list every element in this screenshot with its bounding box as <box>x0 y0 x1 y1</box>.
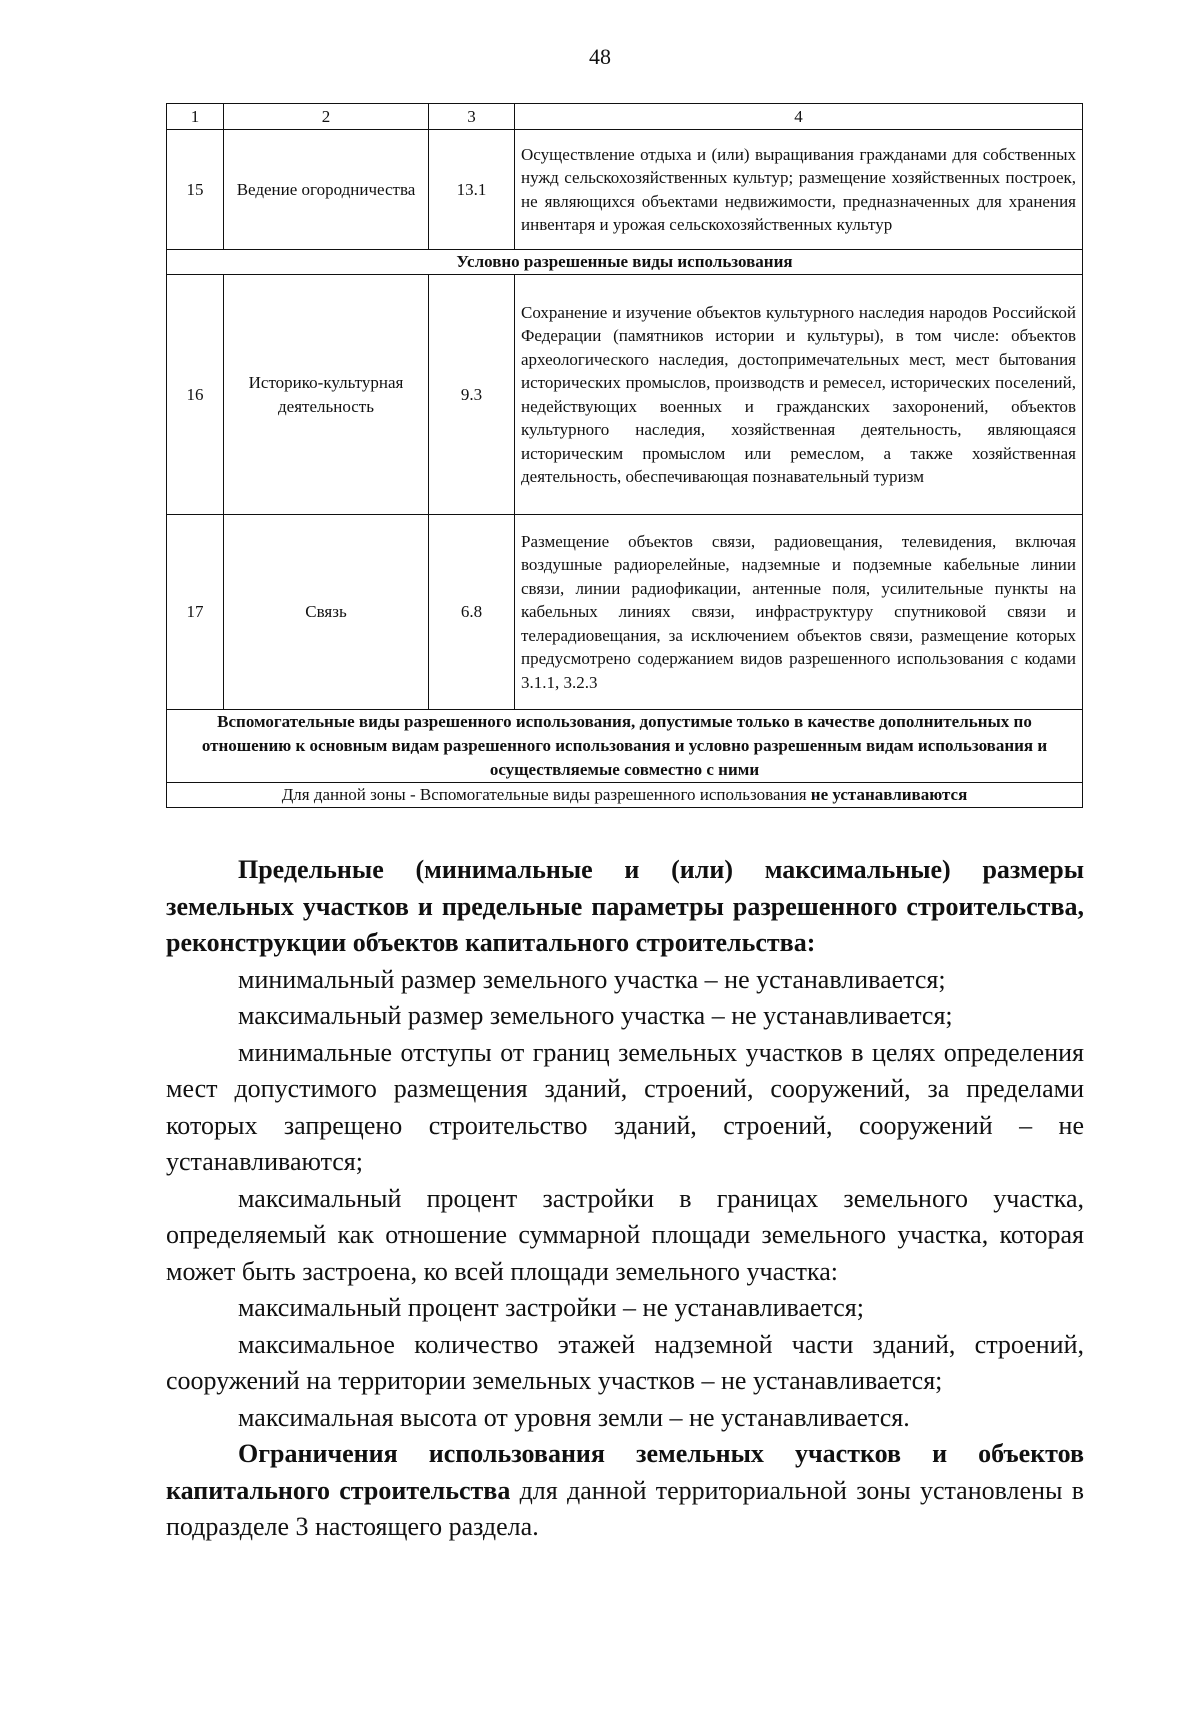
row-number: 15 <box>167 130 224 250</box>
max-percent-definition: максимальный процент застройки в границах земельного участка, определяемый как отношение суммарной площади земельного участка, которая может быть застроена, ко всей площади земельного участка: <box>166 1183 1084 1286</box>
min-plot-size: минимальный размер земельного участка – не устанавливается; <box>238 964 946 994</box>
column-header: 4 <box>515 104 1083 130</box>
row-number: 17 <box>167 515 224 710</box>
max-height: максимальная высота от уровня земли – не устанавливается. <box>238 1402 910 1432</box>
row-number: 16 <box>167 275 224 515</box>
land-use-table <box>166 103 1083 808</box>
section-row <box>167 250 1083 275</box>
max-plot-size: максимальный размер земельного участка – не устанавливается; <box>238 1001 953 1030</box>
use-type-name: Историко-культурная деятельность <box>224 275 429 515</box>
auxiliary-uses-title: Вспомогательные виды разрешенного использования, допустимые только в качестве дополнительных по отношению к основным видам разрешенного использования и условно разрешенным видам использования и осуществляемые совместно с ними <box>167 710 1083 783</box>
use-type-name: Связь <box>224 515 429 710</box>
limits-section <box>166 852 1084 1546</box>
limits-heading: Предельные (минимальные и (или) максимальные) размеры земельных участков и предельные параметры разрешенного строительства, реконструкции объектов капитального строительства: <box>166 855 1084 957</box>
use-type-code: 13.1 <box>429 130 515 250</box>
auxiliary-note-emphasis: не устанавливаются <box>810 785 968 804</box>
table-row <box>167 515 1083 710</box>
use-type-code: 6.8 <box>429 515 515 710</box>
use-type-description: Осуществление отдыха и (или) выращивания гражданами для собственных нужд сельскохозяйственных культур; размещение хозяйственных построек, не являющихся объектами недвижимости, предназначенных для хранения инвентаря и урожая сельскохозяйственных культур <box>515 130 1083 250</box>
max-percent: максимальный процент застройки – не устанавливается; <box>238 1293 864 1322</box>
auxiliary-note-text: Для данной зоны - Вспомогательные виды разрешенного использования <box>281 785 811 804</box>
section-row <box>167 783 1083 808</box>
table-header-row <box>167 104 1083 130</box>
conditional-uses-title: Условно разрешенные виды использования <box>167 250 1083 275</box>
use-type-description: Размещение объектов связи, радиовещания, телевидения, включая воздушные радиорелейные, надземные и подземные кабельные линии связи, линии радиофикации, антенные поля, усилительные пункты на кабельных линиях связи, инфраструктуру спутниковой связи и телерадиовещания, за исключением объектов связи, размещение которых предусмотрено содержанием видов разрешенного использования с кодами 3.1.1, 3.2.3 <box>515 515 1083 710</box>
column-header: 1 <box>167 104 224 130</box>
use-type-code: 9.3 <box>429 275 515 515</box>
page-number: 48 <box>589 44 611 69</box>
restrictions-heading: Ограничения использования земельных участков и объектов капитального строительства <box>166 1439 1084 1505</box>
table-row <box>167 130 1083 250</box>
auxiliary-uses-note <box>167 783 1083 808</box>
max-floors: максимальное количество этажей надземной части зданий, строений, сооружений на территории земельных участков – не устанавливается; <box>166 1329 1084 1395</box>
section-row <box>167 710 1083 783</box>
restrictions-paragraph <box>166 1436 1084 1546</box>
restrictions-text: для данной территориальной зоны установлены в подразделе 3 настоящего раздела. <box>166 1475 1084 1541</box>
min-setbacks: минимальные отступы от границ земельных участков в целях определения мест допустимого размещения зданий, строений, сооружений, за пределами которых запрещено строительство зданий, строений, сооружений – не устанавливаются; <box>166 1037 1084 1176</box>
table-row <box>167 275 1083 515</box>
use-type-description: Сохранение и изучение объектов культурного наследия народов Российской Федерации (памятников истории и культуры), в том числе: объектов археологического наследия, достопримечательных мест, мест бытования исторических промыслов, производств и ремесел, исторических поселений, недействующих военных и гражданских захоронений, объектов культурного наследия, хозяйственная деятельность, являющаяся историческим промыслом или ремеслом, а также хозяйственная деятельность, обеспечивающая познавательный туризм <box>515 275 1083 515</box>
column-header: 3 <box>429 104 515 130</box>
column-header: 2 <box>224 104 429 130</box>
use-type-name: Ведение огородничества <box>224 130 429 250</box>
